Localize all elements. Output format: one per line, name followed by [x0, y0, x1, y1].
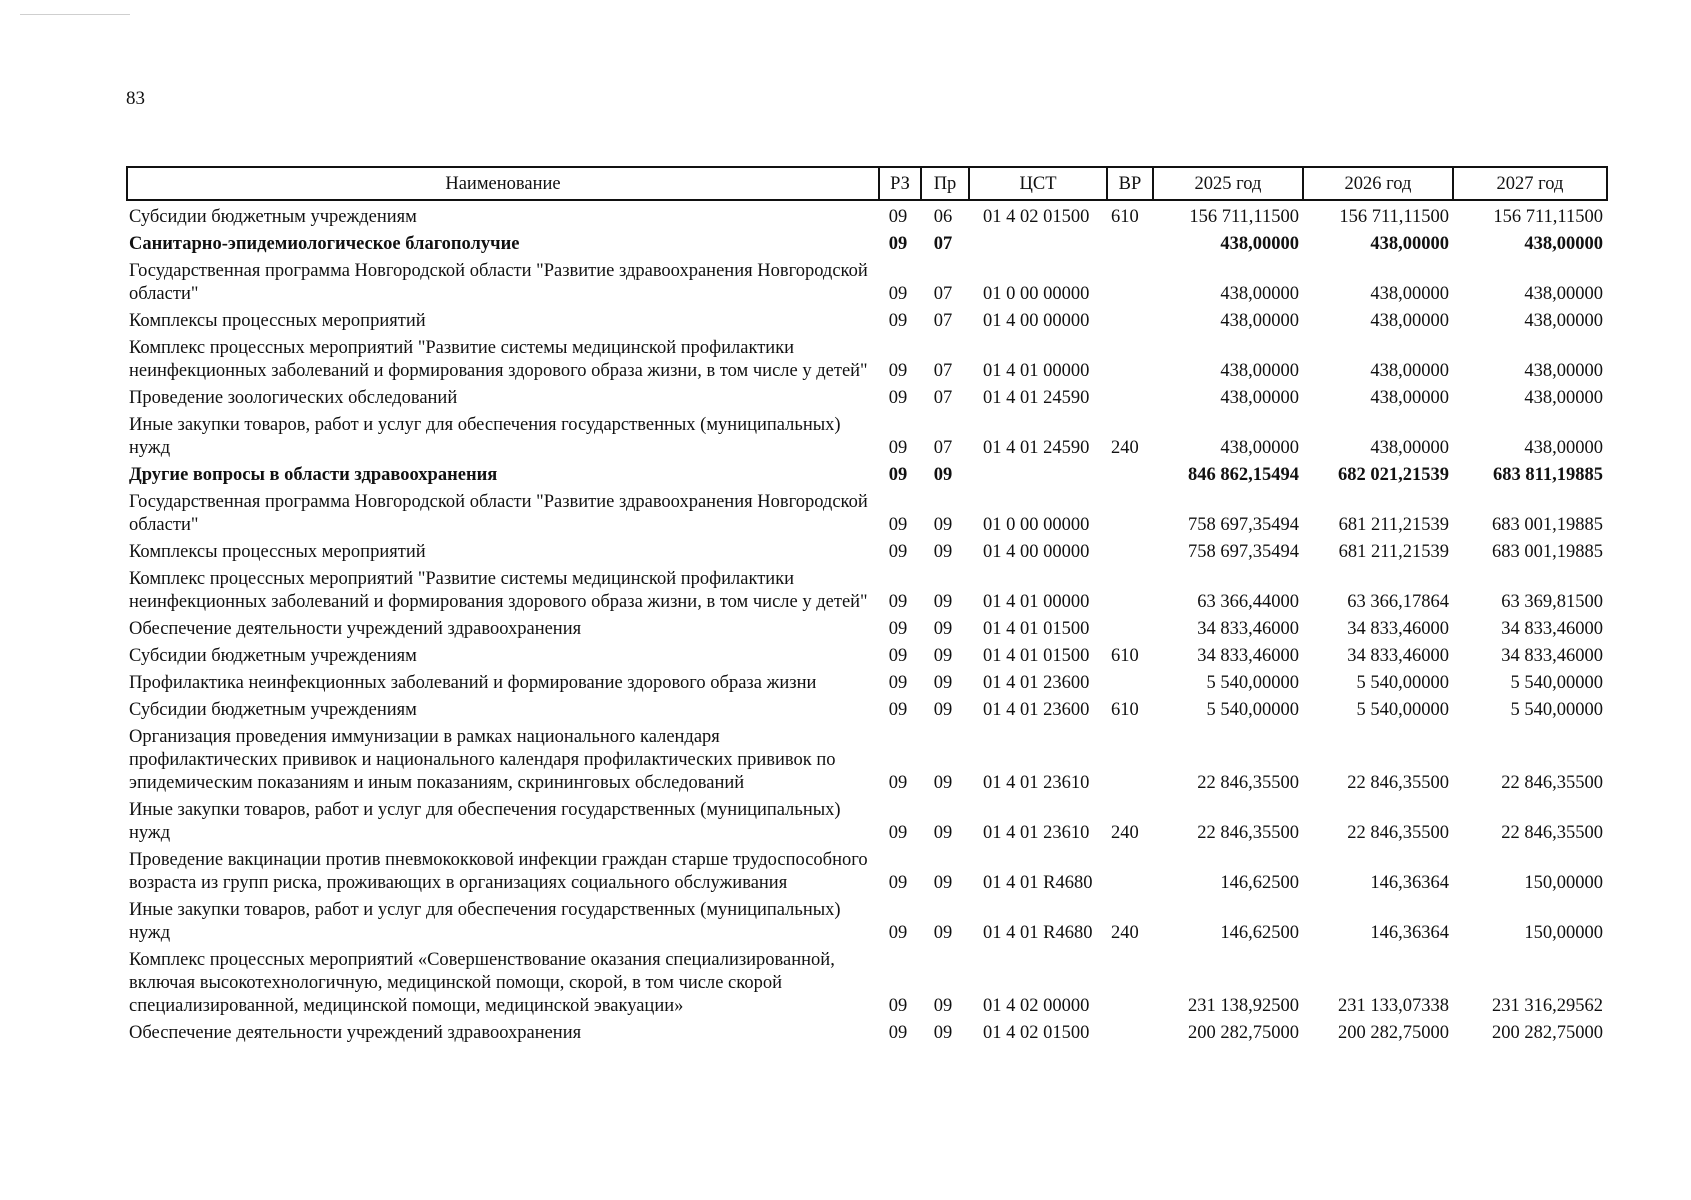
row-vr — [1107, 385, 1153, 412]
row-value-2026: 438,00000 — [1370, 361, 1449, 381]
table-row — [127, 947, 1607, 1020]
header-pr: Пр — [921, 167, 969, 200]
row-value-2026: 438,00000 — [1370, 311, 1449, 331]
row-value-2026: 438,00000 — [1370, 438, 1449, 458]
table-header-row — [127, 167, 1607, 200]
row-name: Профилактика неинфекционных заболеваний и формирование здорового образа жизни — [129, 673, 817, 693]
row-value-2027: 156 711,11500 — [1493, 207, 1603, 227]
row-vr: 610 — [1111, 207, 1139, 227]
row-value-2025: 231 138,92500 — [1188, 996, 1299, 1016]
row-value-2027: 5 540,00000 — [1510, 673, 1603, 693]
row-value-2027: 683 001,19885 — [1492, 542, 1603, 562]
header-cst: ЦСТ — [969, 167, 1107, 200]
row-value-2025: 34 833,46000 — [1197, 646, 1299, 666]
row-value-2027: 438,00000 — [1524, 284, 1603, 304]
row-value-2026: 438,00000 — [1370, 234, 1449, 254]
row-name: Государственная программа Новгородской области "Развитие здравоохранения Новгородской области" — [129, 492, 868, 535]
row-rz: 09 — [888, 438, 908, 458]
row-rz: 09 — [888, 207, 908, 227]
row-pr: 09 — [933, 515, 953, 535]
row-name: Организация проведения иммунизации в рамках национального календаря профилактических прививок и национального календаря профилактических прививок по эпидемическим показаниям и иным показаниям, скрининговых обследований — [129, 727, 836, 793]
row-vr: 610 — [1111, 646, 1139, 666]
table-row — [127, 258, 1607, 308]
row-pr: 09 — [933, 646, 953, 666]
row-name: Субсидии бюджетным учреждениям — [129, 207, 417, 227]
table-row — [127, 670, 1607, 697]
row-vr — [1107, 947, 1153, 1020]
row-cst: 01 4 01 23600 — [983, 700, 1090, 720]
row-value-2027: 438,00000 — [1524, 234, 1603, 254]
row-vr — [1107, 489, 1153, 539]
row-vr: 240 — [1111, 438, 1139, 458]
row-name: Обеспечение деятельности учреждений здравоохранения — [129, 619, 582, 639]
row-pr: 07 — [933, 438, 953, 458]
row-cst: 01 4 01 24590 — [983, 388, 1090, 408]
row-rz: 09 — [888, 619, 908, 639]
row-vr: 240 — [1111, 923, 1139, 943]
row-name: Комплексы процессных мероприятий — [129, 311, 426, 331]
row-pr: 06 — [933, 207, 953, 227]
row-value-2026: 200 282,75000 — [1338, 1023, 1449, 1043]
row-value-2026: 231 133,07338 — [1338, 996, 1449, 1016]
row-value-2026: 34 833,46000 — [1347, 646, 1449, 666]
table-row — [127, 231, 1607, 258]
row-value-2026: 22 846,35500 — [1347, 823, 1449, 843]
table-row — [127, 724, 1607, 797]
table-row — [127, 797, 1607, 847]
row-pr: 07 — [933, 388, 953, 408]
row-value-2025: 846 862,15494 — [1188, 465, 1299, 485]
row-vr — [1107, 847, 1153, 897]
row-value-2026: 682 021,21539 — [1338, 465, 1449, 485]
row-cst: 01 4 02 00000 — [983, 996, 1090, 1016]
row-cst: 01 0 00 00000 — [983, 515, 1090, 535]
row-name: Санитарно-эпидемиологическое благополучие — [129, 234, 520, 254]
row-value-2026: 22 846,35500 — [1347, 773, 1449, 793]
row-name: Другие вопросы в области здравоохранения — [129, 465, 498, 485]
row-vr — [1107, 616, 1153, 643]
header-rz: РЗ — [879, 167, 921, 200]
page-number: 83 — [126, 88, 145, 109]
table-row — [127, 643, 1607, 670]
top-rule — [20, 14, 130, 15]
row-vr — [1107, 724, 1153, 797]
row-cst: 01 4 00 00000 — [983, 542, 1090, 562]
row-rz: 09 — [888, 388, 908, 408]
row-rz: 09 — [888, 673, 908, 693]
row-value-2027: 438,00000 — [1524, 388, 1603, 408]
row-cst: 01 0 00 00000 — [983, 284, 1090, 304]
row-value-2026: 34 833,46000 — [1347, 619, 1449, 639]
row-name: Государственная программа Новгородской области "Развитие здравоохранения Новгородской области" — [129, 261, 868, 304]
row-pr: 09 — [933, 923, 953, 943]
table-row — [127, 847, 1607, 897]
row-value-2025: 34 833,46000 — [1197, 619, 1299, 639]
row-value-2025: 5 540,00000 — [1206, 673, 1299, 693]
row-vr — [1107, 231, 1153, 258]
row-value-2027: 683 811,19885 — [1493, 465, 1603, 485]
row-pr: 07 — [933, 311, 953, 331]
row-rz: 09 — [888, 1023, 908, 1043]
row-name: Комплекс процессных мероприятий «Совершенствование оказания специализированной, включая высокотехнологичную, медицинской помощи, скорой, в том числе скорой специализированной, медицинской помощи, медицинской эвакуации» — [129, 950, 835, 1016]
row-value-2026: 438,00000 — [1370, 388, 1449, 408]
row-value-2025: 146,62500 — [1220, 923, 1299, 943]
row-vr: 240 — [1111, 823, 1139, 843]
row-value-2025: 22 846,35500 — [1197, 773, 1299, 793]
table-row — [127, 697, 1607, 724]
row-cst: 01 4 01 00000 — [983, 592, 1090, 612]
row-rz: 09 — [888, 823, 908, 843]
row-rz: 09 — [888, 311, 908, 331]
row-pr: 09 — [933, 592, 953, 612]
row-name: Иные закупки товаров, работ и услуг для обеспечения государственных (муниципальных) нужд — [129, 800, 841, 843]
row-cst: 01 4 01 23610 — [983, 823, 1090, 843]
row-vr: 610 — [1111, 700, 1139, 720]
budget-table — [126, 166, 1608, 1047]
row-pr: 09 — [933, 465, 953, 485]
row-pr: 09 — [933, 619, 953, 639]
row-name: Комплексы процессных мероприятий — [129, 542, 426, 562]
row-vr — [1107, 539, 1153, 566]
row-value-2027: 150,00000 — [1524, 923, 1603, 943]
row-rz: 09 — [888, 465, 908, 485]
row-value-2025: 156 711,11500 — [1189, 207, 1299, 227]
table-row — [127, 539, 1607, 566]
row-cst — [969, 231, 1107, 258]
table-row — [127, 385, 1607, 412]
row-value-2025: 22 846,35500 — [1197, 823, 1299, 843]
row-rz: 09 — [888, 773, 908, 793]
row-value-2026: 63 366,17864 — [1347, 592, 1449, 612]
header-2025: 2025 год — [1153, 167, 1303, 200]
row-rz: 09 — [888, 234, 908, 254]
row-rz: 09 — [888, 592, 908, 612]
row-value-2026: 681 211,21539 — [1338, 542, 1449, 562]
row-pr: 09 — [933, 996, 953, 1016]
table-row — [127, 897, 1607, 947]
row-cst: 01 4 02 01500 — [983, 1023, 1090, 1043]
row-pr: 09 — [933, 823, 953, 843]
row-value-2025: 63 366,44000 — [1197, 592, 1299, 612]
row-pr: 09 — [933, 673, 953, 693]
row-value-2025: 438,00000 — [1220, 438, 1299, 458]
row-name: Обеспечение деятельности учреждений здравоохранения — [129, 1023, 582, 1043]
row-value-2027: 438,00000 — [1524, 361, 1603, 381]
row-cst: 01 4 00 00000 — [983, 311, 1090, 331]
row-pr: 09 — [933, 1023, 953, 1043]
row-value-2026: 5 540,00000 — [1356, 673, 1449, 693]
header-vr: ВР — [1107, 167, 1153, 200]
row-pr: 07 — [933, 361, 953, 381]
row-value-2025: 438,00000 — [1220, 234, 1299, 254]
table-row — [127, 566, 1607, 616]
row-value-2025: 438,00000 — [1220, 284, 1299, 304]
row-name: Комплекс процессных мероприятий "Развитие системы медицинской профилактики неинфекционных заболеваний и формирования здорового образа жизни, в том числе у детей" — [129, 338, 868, 381]
table-row — [127, 200, 1607, 231]
row-cst: 01 4 01 01500 — [983, 646, 1090, 666]
row-value-2025: 438,00000 — [1220, 361, 1299, 381]
row-name: Иные закупки товаров, работ и услуг для обеспечения государственных (муниципальных) нужд — [129, 900, 841, 943]
row-rz: 09 — [888, 996, 908, 1016]
row-value-2027: 231 316,29562 — [1492, 996, 1603, 1016]
row-name: Проведение зоологических обследований — [129, 388, 458, 408]
row-value-2027: 22 846,35500 — [1501, 823, 1603, 843]
row-value-2027: 63 369,81500 — [1501, 592, 1603, 612]
row-vr — [1107, 462, 1153, 489]
row-rz: 09 — [888, 361, 908, 381]
row-cst: 01 4 01 R4680 — [983, 873, 1093, 893]
row-vr — [1107, 335, 1153, 385]
row-cst — [969, 462, 1107, 489]
table-row — [127, 412, 1607, 462]
row-rz: 09 — [888, 700, 908, 720]
row-vr — [1107, 1020, 1153, 1047]
row-rz: 09 — [888, 923, 908, 943]
row-value-2027: 200 282,75000 — [1492, 1023, 1603, 1043]
row-cst: 01 4 01 R4680 — [983, 923, 1093, 943]
row-value-2025: 758 697,35494 — [1188, 515, 1299, 535]
row-name: Субсидии бюджетным учреждениям — [129, 700, 417, 720]
row-rz: 09 — [888, 284, 908, 304]
table-body — [127, 200, 1607, 1047]
row-value-2027: 22 846,35500 — [1501, 773, 1603, 793]
row-value-2027: 34 833,46000 — [1501, 646, 1603, 666]
row-pr: 07 — [933, 284, 953, 304]
row-pr: 09 — [933, 700, 953, 720]
header-name: Наименование — [127, 167, 879, 200]
header-2027: 2027 год — [1453, 167, 1607, 200]
row-cst: 01 4 01 23600 — [983, 673, 1090, 693]
row-vr — [1107, 670, 1153, 697]
table-row — [127, 308, 1607, 335]
row-pr: 09 — [933, 542, 953, 562]
table-row — [127, 489, 1607, 539]
row-rz: 09 — [888, 542, 908, 562]
row-value-2026: 146,36364 — [1370, 873, 1449, 893]
row-cst: 01 4 01 23610 — [983, 773, 1090, 793]
row-value-2027: 438,00000 — [1524, 438, 1603, 458]
row-value-2026: 146,36364 — [1370, 923, 1449, 943]
row-pr: 07 — [933, 234, 953, 254]
row-pr: 09 — [933, 873, 953, 893]
row-value-2026: 156 711,11500 — [1339, 207, 1449, 227]
row-value-2027: 683 001,19885 — [1492, 515, 1603, 535]
table-row — [127, 462, 1607, 489]
row-name: Иные закупки товаров, работ и услуг для обеспечения государственных (муниципальных) нужд — [129, 415, 841, 458]
row-value-2025: 438,00000 — [1220, 311, 1299, 331]
row-cst: 01 4 01 01500 — [983, 619, 1090, 639]
row-name: Комплекс процессных мероприятий "Развитие системы медицинской профилактики неинфекционных заболеваний и формирования здорового образа жизни, в том числе у детей" — [129, 569, 868, 612]
table-row — [127, 1020, 1607, 1047]
row-value-2025: 146,62500 — [1220, 873, 1299, 893]
table-row — [127, 616, 1607, 643]
row-vr — [1107, 566, 1153, 616]
row-cst: 01 4 02 01500 — [983, 207, 1090, 227]
row-value-2025: 200 282,75000 — [1188, 1023, 1299, 1043]
header-2026: 2026 год — [1303, 167, 1453, 200]
row-value-2025: 438,00000 — [1220, 388, 1299, 408]
row-cst: 01 4 01 24590 — [983, 438, 1090, 458]
row-value-2027: 150,00000 — [1524, 873, 1603, 893]
row-cst: 01 4 01 00000 — [983, 361, 1090, 381]
row-value-2027: 438,00000 — [1524, 311, 1603, 331]
row-pr: 09 — [933, 773, 953, 793]
row-vr — [1107, 258, 1153, 308]
row-name: Субсидии бюджетным учреждениям — [129, 646, 417, 666]
row-value-2026: 681 211,21539 — [1338, 515, 1449, 535]
row-value-2026: 438,00000 — [1370, 284, 1449, 304]
row-value-2025: 758 697,35494 — [1188, 542, 1299, 562]
row-rz: 09 — [888, 873, 908, 893]
row-value-2027: 34 833,46000 — [1501, 619, 1603, 639]
row-value-2027: 5 540,00000 — [1510, 700, 1603, 720]
row-vr — [1107, 308, 1153, 335]
table-row — [127, 335, 1607, 385]
row-name: Проведение вакцинации против пневмококковой инфекции граждан старше трудоспособного возраста из групп риска, проживающих в организациях социального обслуживания — [129, 850, 868, 893]
row-value-2025: 5 540,00000 — [1206, 700, 1299, 720]
row-value-2026: 5 540,00000 — [1356, 700, 1449, 720]
row-rz: 09 — [888, 515, 908, 535]
row-rz: 09 — [888, 646, 908, 666]
